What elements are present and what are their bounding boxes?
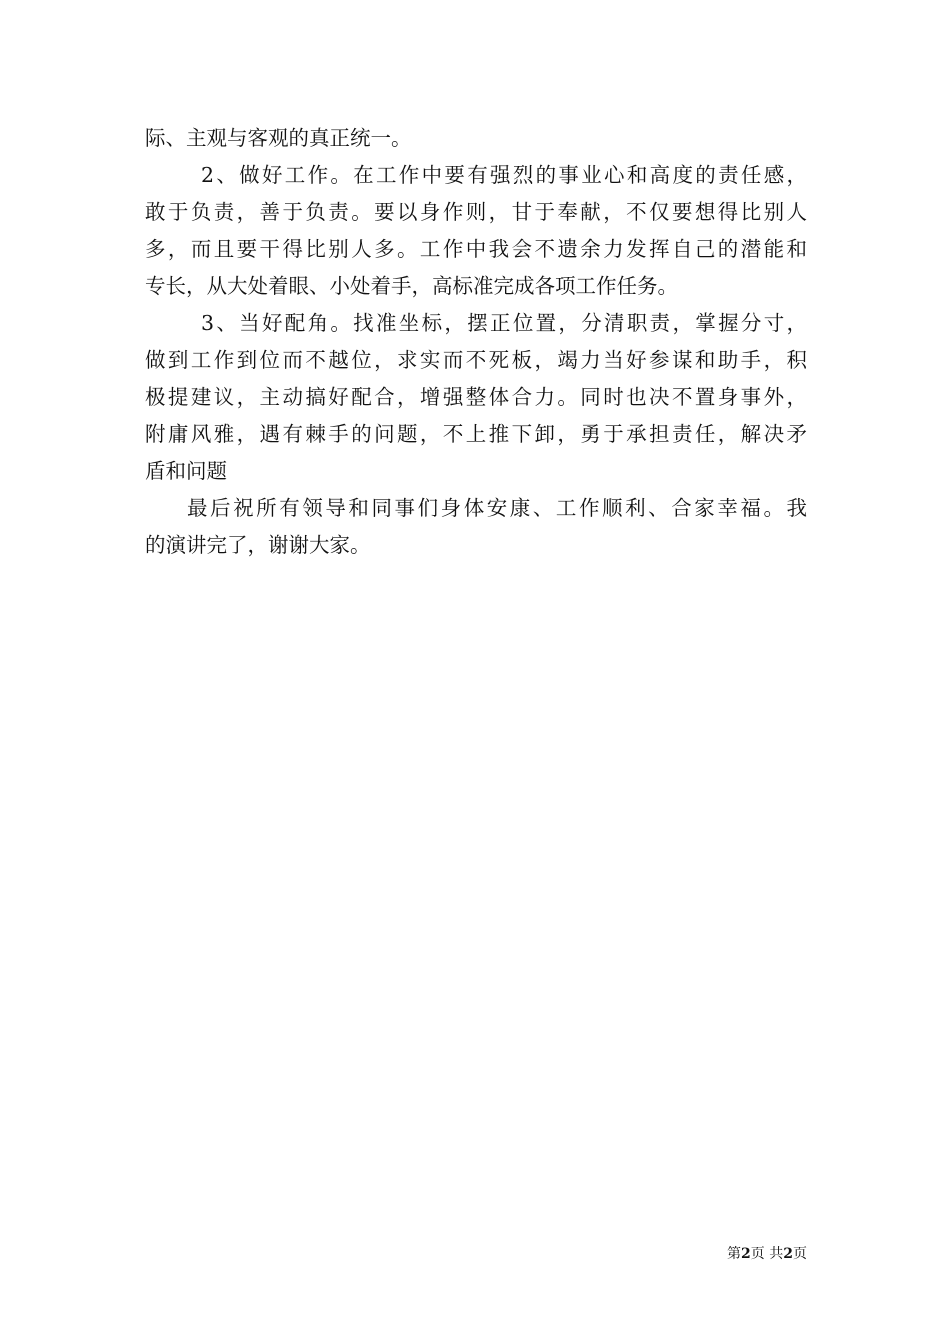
page-current: 2 [741, 1246, 751, 1262]
page-prefix: 第 [727, 1246, 742, 1262]
text-line: 极提建议，主动搞好配合，增强整体合力。同时也决不置身事外， [145, 385, 807, 409]
text-line: 专长，从大处着眼、小处着手，高标准完成各项工作任务。 [145, 274, 678, 298]
text-line: 敢于负责，善于负责。要以身作则，甘于奉献，不仅要想得比别人 [145, 200, 807, 224]
text-line: 的演讲完了，谢谢大家。 [145, 533, 371, 557]
page-total: 2 [783, 1246, 793, 1262]
page-number-footer [727, 1245, 807, 1263]
text-line: 做到工作到位而不越位，求实而不死板，竭力当好参谋和助手，积 [145, 348, 807, 372]
text-line: 最后祝所有领导和同事们身体安康、工作顺利、合家幸福。我 [187, 496, 807, 520]
page-mid: 页 共 [750, 1246, 784, 1262]
text-line: 盾和问题 [145, 459, 227, 483]
text-line: 多，而且要干得比别人多。工作中我会不遗余力发挥自己的潜能和 [145, 237, 807, 261]
text-line: 2、做好工作。在工作中要有强烈的事业心和高度的责任感， [201, 163, 807, 187]
document-body [145, 120, 807, 564]
page-suffix: 页 [793, 1246, 807, 1262]
text-line: 际、主观与客观的真正统一。 [145, 126, 412, 150]
text-line: 3、当好配角。找准坐标，摆正位置，分清职责，掌握分寸， [201, 311, 807, 335]
text-line: 附庸风雅，遇有棘手的问题，不上推下卸，勇于承担责任，解决矛 [145, 422, 807, 446]
